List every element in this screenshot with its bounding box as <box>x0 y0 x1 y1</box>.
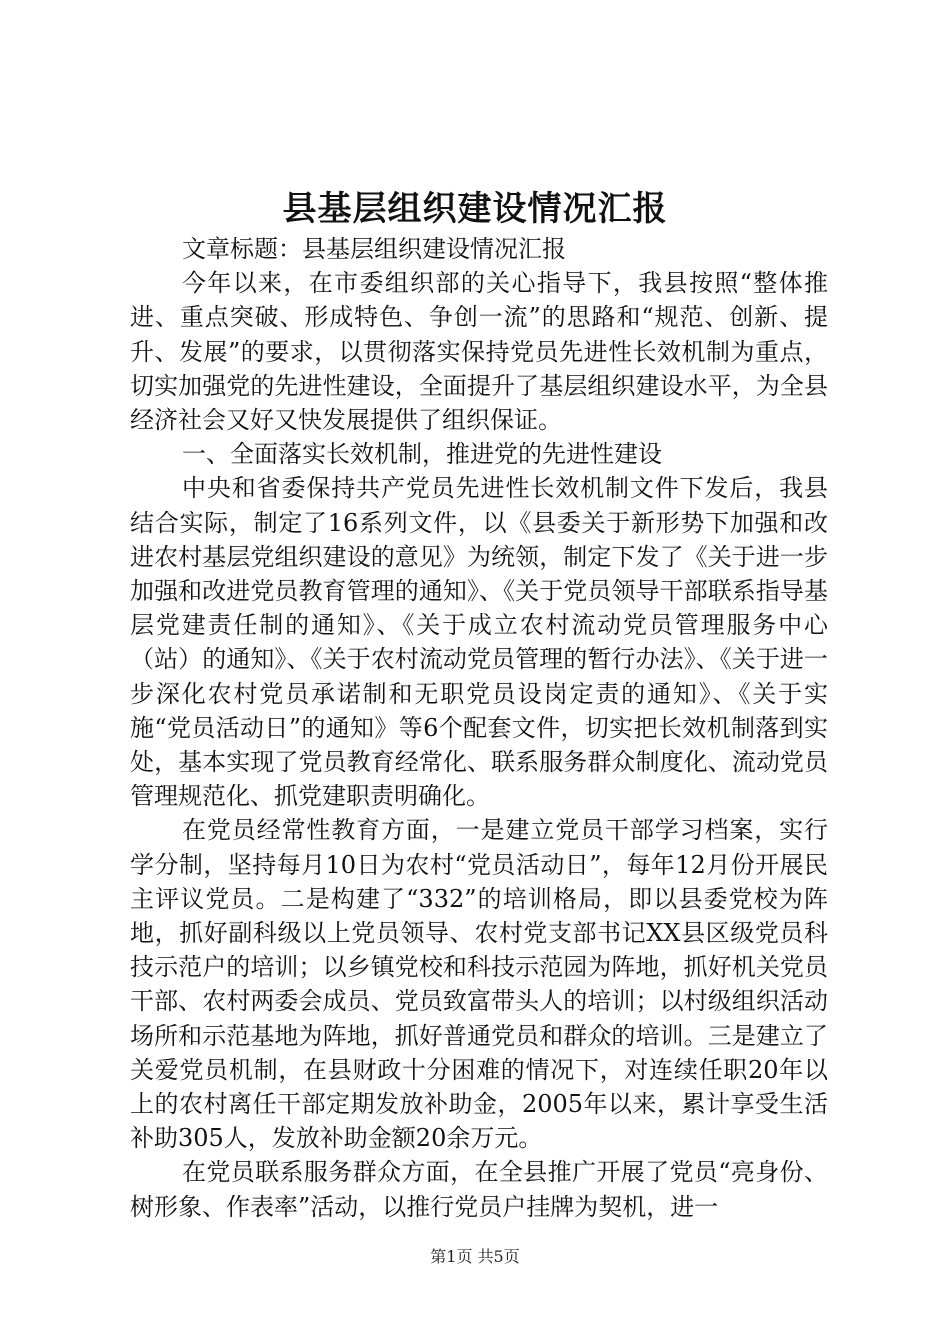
page-number-footer: 第1页 共5页 <box>430 1247 520 1266</box>
section-heading: 一、全面落实长效机制，推进党的先进性建设 <box>182 440 662 469</box>
intro-paragraph: 今年以来，在市委组织部的关心指导下，我县按照“整体推进、重点突破、形成特色、争创一流”的思路和“规范、创新、提升、发展”的要求，以贯彻落实保持党员先进性长效机制为重点，切实加强党的先进性建设，全面提升了基层组织建设水平，为全县经济社会又好又快发展提供了组织保证。 <box>130 269 828 435</box>
body-paragraph: 中央和省委保持共产党员先进性长效机制文件下发后，我县结合实际，制定了16系列文件，以《县委关于新形势下加强和改进农村基层党组织建设的意见》为统领，制定下发了《关于进一步加强和改进党员教育管理的通知》、《关于党员领导干部联系指导基层党建责任制的通知》、《关于成立农村流动党员管理服务中心（站）的通知》、《关于农村流动党员管理的暂行办法》、《关于进一步深化农村党员承诺制和无职党员设岗定责的通知》、《关于实施“党员活动日”的通知》等6个配套文件，切实把长效机制落到实处，基本实现了党员教育经常化、联系服务群众制度化、流动党员管理规范化、抓党建职责明确化。 <box>130 474 828 811</box>
article-title-line: 文章标题：县基层组织建设情况汇报 <box>182 235 566 263</box>
document-title: 县基层组织建设情况汇报 <box>282 189 668 229</box>
document-body <box>130 232 828 1224</box>
body-paragraph: 在党员联系服务群众方面，在全县推广开展了党员“亮身份、树形象、作表率”活动，以推行党员户挂牌为契机，进一 <box>130 1158 828 1221</box>
body-paragraph: 在党员经常性教育方面，一是建立党员干部学习档案，实行学分制，坚持每月10日为农村“党员活动日”，每年12月份开展民主评议党员。二是构建了“332”的培训格局，即以县委党校为阵地，抓好副科级以上党员领导、农村党支部书记XX县区级党员科技示范户的培训；以乡镇党校和科技示范园为阵地，抓好机关党员干部、农村两委会成员、党员致富带头人的培训；以村级组织活动场所和示范基地为阵地，抓好普通党员和群众的培训。三是建立了关爱党员机制，在县财政十分困难的情况下，对连续任职20年以上的农村离任干部定期发放补助金，2005年以来，累计享受生活补助305人，发放补助金额20余万元。 <box>130 816 828 1153</box>
